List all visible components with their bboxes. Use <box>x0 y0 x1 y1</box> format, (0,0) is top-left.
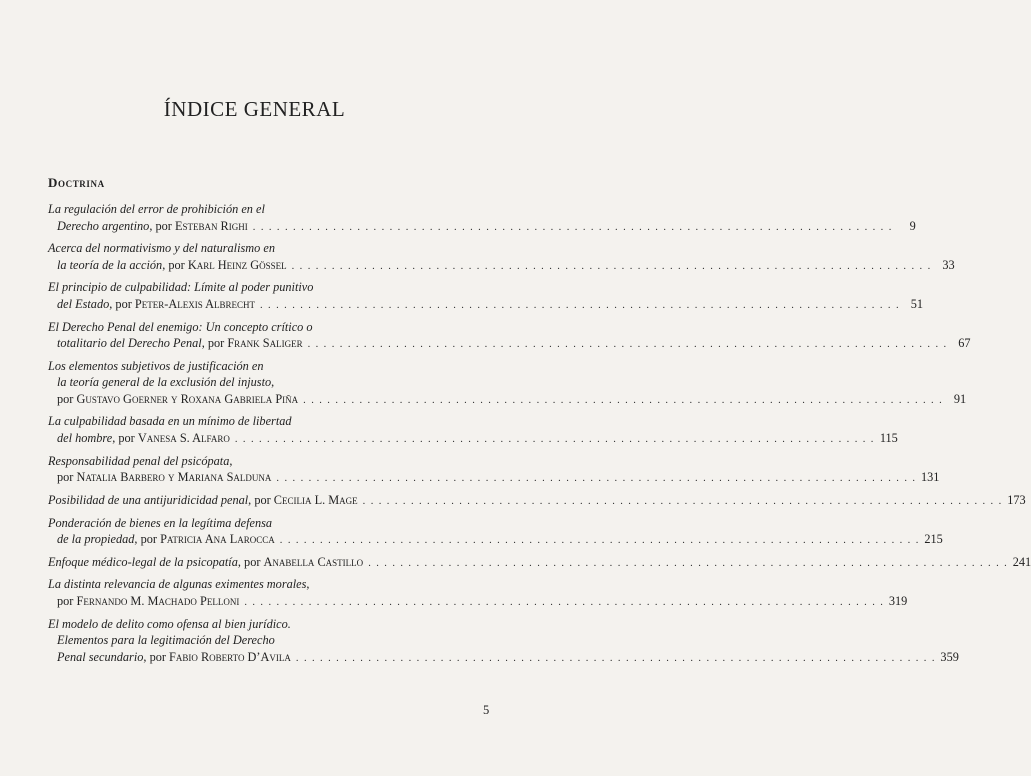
entry-title: Elementos para la legitimación del Derecho <box>57 633 275 648</box>
dot-leader: . . . . . . . . . . . . . . . . . . . . . . . . . . . . . . . . . . . . . . . . . . . . . . . . . . . . . . . . . . . . . . . . . . . . . . . . . . . . . . . . <box>295 652 936 664</box>
entry-author: Peter-Alexis Albrecht <box>134 296 255 311</box>
entry-title: totalitario del Derecho Penal <box>57 336 202 351</box>
entry-title: El Derecho Penal del enemigo: Un concepto crítico o <box>48 319 313 334</box>
by-word: por <box>207 336 225 351</box>
entry-author: Vanesa S. Alfaro <box>137 430 230 445</box>
separator: , <box>162 257 169 272</box>
toc-list <box>48 201 1031 671</box>
by-word: por <box>244 554 261 569</box>
entry-title: la teoría de la acción <box>57 257 163 272</box>
toc-entry-line <box>48 257 955 276</box>
page-number: 5 <box>483 703 490 717</box>
toc-entry-line <box>48 240 488 257</box>
dot-leader: . . . . . . . . . . . . . . . . . . . . . . . . . . . . . . . . . . . . . . . . . . . . . . . . . . . . . . . . . . . . . . . . . . . . . . . . . . . . . . . . <box>260 299 900 311</box>
dot-leader: . . . . . . . . . . . . . . . . . . . . . . . . . . . . . . . . . . . . . . . . . . . . . . . . . . . . . . . . . . . . . . . . . . . . . . . . . . . . . . . . <box>303 394 944 406</box>
entry-author: Karl Heinz Gössel <box>187 257 287 272</box>
entry-title: Ponderación de bienes en la legítima defensa <box>48 515 273 530</box>
entry-author: Frank Saliger <box>227 336 303 351</box>
entry-title: El modelo de delito como ofensa al bien jurídico. <box>48 616 291 631</box>
page-title: ÍNDICE GENERAL <box>163 97 346 121</box>
toc-entry-line <box>48 576 488 593</box>
toc-entry <box>48 515 943 550</box>
entry-title: la teoría general de la exclusión del injusto <box>57 375 272 390</box>
by-word: por <box>149 649 166 664</box>
toc-entry-line <box>48 391 967 410</box>
by-word: por <box>155 218 172 233</box>
entry-title: Penal secundario <box>57 649 144 664</box>
toc-entry-line <box>48 649 959 668</box>
toc-entry-line <box>48 453 488 470</box>
entry-author: Anabella Castillo <box>263 554 364 569</box>
by-word: por <box>254 492 271 507</box>
toc-entry-line <box>48 616 488 633</box>
by-word: por <box>115 296 132 311</box>
dot-leader: . . . . . . . . . . . . . . . . . . . . . . . . . . . . . . . . . . . . . . . . . . . . . . . . . . . . . . . . . . . . . . . . . . . . . . . . . . . . . . . . <box>279 535 920 546</box>
toc-entry-line <box>48 296 923 315</box>
toc-entry-line <box>48 469 940 488</box>
toc-entry-line <box>48 358 488 375</box>
separator: , <box>271 375 275 390</box>
toc-entry <box>48 279 923 314</box>
dot-leader: . . . . . . . . . . . . . . . . . . . . . . . . . . . . . . . . . . . . . . . . . . . . . . . . . . . . . . . . . . . . . . . . . . . . . . . . . . . . . . . . <box>234 433 875 445</box>
toc-entry <box>48 358 967 410</box>
entry-page-number: 241 <box>1012 554 1031 569</box>
dot-leader: . . . . . . . . . . . . . . . . . . . . . . . . . . . . . . . . . . . . . . . . . . . . . . . . . . . . . . . . . . . . . . . . . . . . . . . . . . . . . . . . <box>368 557 1009 569</box>
entry-title: de la propiedad <box>57 532 135 546</box>
entry-title: Acerca del normativismo y del naturalismo en <box>48 241 275 256</box>
entry-page-number: 115 <box>879 430 898 445</box>
by-word: por <box>118 430 135 445</box>
entry-page-number: 33 <box>942 257 955 272</box>
dot-leader: . . . . . . . . . . . . . . . . . . . . . . . . . . . . . . . . . . . . . . . . . . . . . . . . . . . . . . . . . . . . . . . . . . . . . . . . . . . . . . . . <box>276 473 917 485</box>
separator: , <box>109 296 116 311</box>
entry-title: Enfoque médico-legal de la psicopatía <box>48 554 238 569</box>
by-word: por <box>140 532 157 546</box>
toc-entry <box>48 240 955 275</box>
toc-entry-line <box>48 492 1026 511</box>
entry-author: Fabio Roberto D’Avila <box>169 649 291 664</box>
toc-entry-line <box>48 430 898 449</box>
toc-entry-line <box>48 279 488 296</box>
entry-title: del hombre <box>57 430 113 445</box>
by-word: por <box>57 470 74 485</box>
toc-entry <box>48 319 971 354</box>
entry-title: La regulación del error de prohibición en el <box>48 202 265 216</box>
entry-title: La distinta relevancia de algunas eximentes morales <box>48 577 307 592</box>
separator: , <box>248 492 255 507</box>
toc-entry <box>48 201 916 236</box>
toc-entry <box>48 413 898 448</box>
dot-leader: . . . . . . . . . . . . . . . . . . . . . . . . . . . . . . . . . . . . . . . . . . . . . . . . . . . . . . . . . . . . . . . . . . . . . . . . . . . . . . . . <box>362 495 1003 507</box>
entry-title: La culpabilidad basada en un mínimo de libertad <box>48 414 292 429</box>
toc-entry <box>48 453 940 488</box>
by-word: por <box>168 257 185 272</box>
toc-entry-line <box>48 218 916 237</box>
separator: , <box>134 532 141 546</box>
entry-title: del Estado <box>57 296 110 311</box>
entry-page-number: 9 <box>909 218 916 233</box>
toc-entry-line <box>48 319 488 336</box>
toc-entry-line <box>48 531 943 550</box>
entry-page-number: 131 <box>920 470 940 485</box>
toc-entry-line <box>48 632 488 649</box>
entry-author: Gustavo Goerner y Roxana Gabriela Piña <box>76 391 299 406</box>
section-heading: Doctrina <box>48 175 105 190</box>
toc-entry-line <box>48 413 488 430</box>
separator: , <box>143 649 150 664</box>
toc-entry-line <box>48 201 488 218</box>
entry-page-number: 67 <box>958 336 971 351</box>
entry-title: Responsabilidad penal del psicópata <box>48 453 230 468</box>
entry-title: Posibilidad de una antijuridicidad penal <box>48 492 249 507</box>
dot-leader: . . . . . . . . . . . . . . . . . . . . . . . . . . . . . . . . . . . . . . . . . . . . . . . . . . . . . . . . . . . . . . . . . . . . . . . . . . . . . . . . <box>252 221 893 233</box>
separator: , <box>306 577 310 592</box>
toc-entry-line <box>48 554 1031 573</box>
toc-entry <box>48 492 1026 511</box>
entry-title: Derecho argentino <box>57 218 150 233</box>
separator: , <box>112 430 119 445</box>
dot-leader: . . . . . . . . . . . . . . . . . . . . . . . . . . . . . . . . . . . . . . . . . . . . . . . . . . . . . . . . . . . . . . . . . . . . . . . . . . . . . . . . <box>291 260 932 272</box>
entry-author: Fernando M. Machado Pelloni <box>76 593 240 608</box>
entry-page-number: 51 <box>910 296 923 311</box>
entry-author: Natalia Barbero y Mariana Salduna <box>76 470 272 485</box>
dot-leader: . . . . . . . . . . . . . . . . . . . . . . . . . . . . . . . . . . . . . . . . . . . . . . . . . . . . . . . . . . . . . . . . . . . . . . . . . . . . . . . . <box>244 596 885 608</box>
toc-entry <box>48 554 1031 573</box>
entry-title: El principio de culpabilidad: Límite al poder punitivo <box>48 280 314 295</box>
entry-author: Cecilia L. Mage <box>273 492 358 507</box>
toc-entry-line <box>48 515 488 532</box>
entry-page-number: 173 <box>1007 492 1026 507</box>
toc-entry <box>48 576 908 611</box>
toc-entry-line <box>48 335 971 354</box>
entry-page-number: 319 <box>888 593 908 608</box>
dot-leader: . . . . . . . . . . . . . . . . . . . . . . . . . . . . . . . . . . . . . . . . . . . . . . . . . . . . . . . . . . . . . . . . . . . . . . . . . . . . . . . . <box>307 339 948 351</box>
by-word: por <box>57 593 74 608</box>
entry-author: Patricia Ana Larocca <box>160 532 275 546</box>
entry-author: Esteban Righi <box>174 218 248 233</box>
entry-title: Los elementos subjetivos de justificación en <box>48 358 264 373</box>
entry-page-number: 91 <box>953 391 967 406</box>
toc-entry-line <box>48 593 908 612</box>
entry-page-number: 359 <box>940 649 959 664</box>
separator: , <box>237 554 245 569</box>
separator: , <box>229 453 233 468</box>
separator: , <box>201 336 208 351</box>
entry-page-number: 215 <box>924 532 943 546</box>
separator: , <box>149 218 156 233</box>
toc-entry <box>48 616 959 668</box>
by-word: por <box>57 391 74 406</box>
toc-entry-line <box>48 374 488 391</box>
